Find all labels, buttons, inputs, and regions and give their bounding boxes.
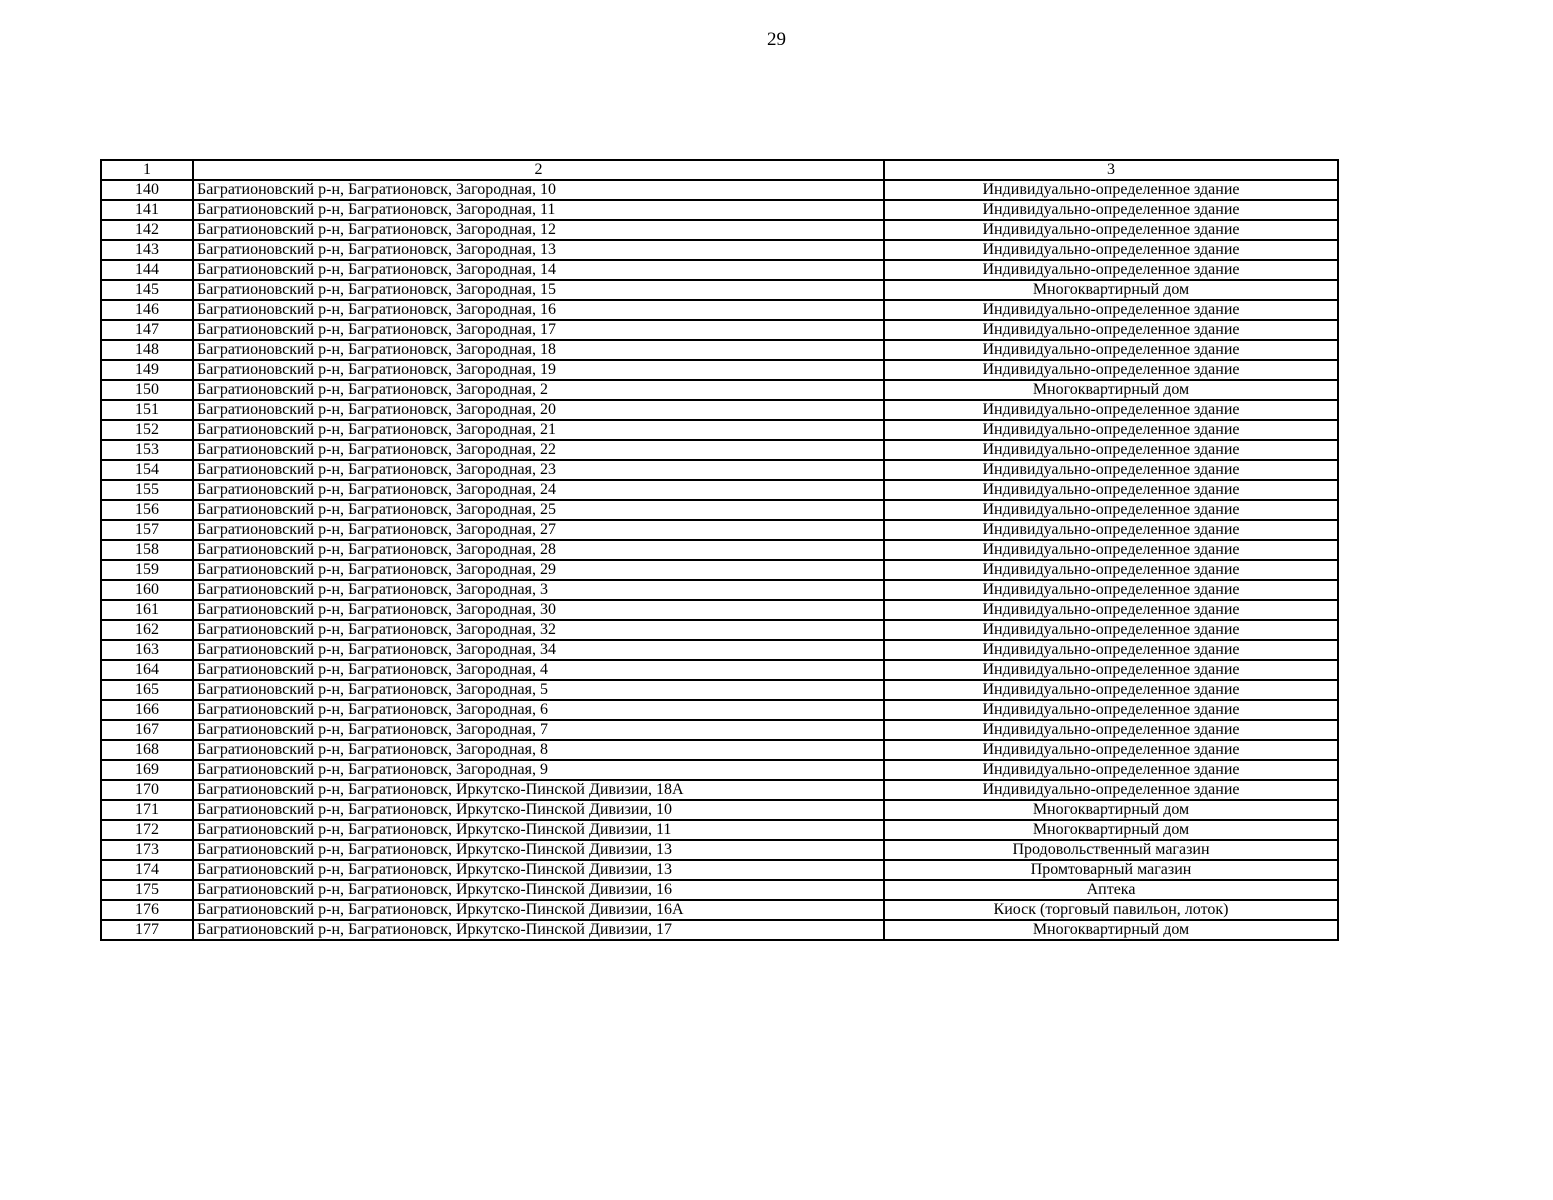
row-object-type: Индивидуально-определенное здание bbox=[884, 540, 1338, 560]
row-number: 176 bbox=[101, 900, 193, 920]
row-address: Багратионовский р-н, Багратионовск, Иркутско-Пинской Дивизии, 16А bbox=[193, 900, 884, 920]
page-number: 29 bbox=[767, 29, 786, 50]
table-row bbox=[101, 820, 1338, 840]
row-number: 143 bbox=[101, 240, 193, 260]
table-row bbox=[101, 600, 1338, 620]
row-number: 155 bbox=[101, 480, 193, 500]
row-number: 175 bbox=[101, 880, 193, 900]
row-number: 163 bbox=[101, 640, 193, 660]
row-address: Багратионовский р-н, Багратионовск, Загородная, 21 bbox=[193, 420, 884, 440]
row-object-type: Индивидуально-определенное здание bbox=[884, 340, 1338, 360]
row-address: Багратионовский р-н, Багратионовск, Загородная, 17 bbox=[193, 320, 884, 340]
row-address: Багратионовский р-н, Багратионовск, Загородная, 6 bbox=[193, 700, 884, 720]
table-row bbox=[101, 580, 1338, 600]
row-number: 174 bbox=[101, 860, 193, 880]
table-row bbox=[101, 760, 1338, 780]
row-object-type: Киоск (торговый павильон, лоток) bbox=[884, 900, 1338, 920]
row-address: Багратионовский р-н, Багратионовск, Загородная, 10 bbox=[193, 180, 884, 200]
address-table bbox=[100, 159, 1339, 941]
row-address: Багратионовский р-н, Багратионовск, Загородная, 28 bbox=[193, 540, 884, 560]
row-object-type: Индивидуально-определенное здание bbox=[884, 680, 1338, 700]
row-number: 165 bbox=[101, 680, 193, 700]
row-object-type: Индивидуально-определенное здание bbox=[884, 200, 1338, 220]
table-row bbox=[101, 880, 1338, 900]
table-row bbox=[101, 900, 1338, 920]
row-object-type: Индивидуально-определенное здание bbox=[884, 500, 1338, 520]
table-row bbox=[101, 540, 1338, 560]
table-row bbox=[101, 720, 1338, 740]
row-address: Багратионовский р-н, Багратионовск, Иркутско-Пинской Дивизии, 17 bbox=[193, 920, 884, 940]
row-address: Багратионовский р-н, Багратионовск, Иркутско-Пинской Дивизии, 11 bbox=[193, 820, 884, 840]
table-row bbox=[101, 520, 1338, 540]
row-number: 172 bbox=[101, 820, 193, 840]
row-number: 159 bbox=[101, 560, 193, 580]
row-number: 177 bbox=[101, 920, 193, 940]
row-object-type: Индивидуально-определенное здание bbox=[884, 180, 1338, 200]
row-object-type: Индивидуально-определенное здание bbox=[884, 260, 1338, 280]
table-row bbox=[101, 240, 1338, 260]
row-object-type: Продовольственный магазин bbox=[884, 840, 1338, 860]
table-row bbox=[101, 320, 1338, 340]
row-object-type: Индивидуально-определенное здание bbox=[884, 220, 1338, 240]
row-object-type: Индивидуально-определенное здание bbox=[884, 740, 1338, 760]
row-number: 164 bbox=[101, 660, 193, 680]
table-row bbox=[101, 920, 1338, 940]
row-object-type: Индивидуально-определенное здание bbox=[884, 240, 1338, 260]
row-number: 154 bbox=[101, 460, 193, 480]
row-address: Багратионовский р-н, Багратионовск, Иркутско-Пинской Дивизии, 18А bbox=[193, 780, 884, 800]
table-row bbox=[101, 340, 1338, 360]
table-row bbox=[101, 860, 1338, 880]
row-address: Багратионовский р-н, Багратионовск, Загородная, 20 bbox=[193, 400, 884, 420]
row-number: 148 bbox=[101, 340, 193, 360]
row-object-type: Многоквартирный дом bbox=[884, 800, 1338, 820]
table-row bbox=[101, 660, 1338, 680]
row-number: 150 bbox=[101, 380, 193, 400]
row-number: 151 bbox=[101, 400, 193, 420]
row-number: 173 bbox=[101, 840, 193, 860]
row-address: Багратионовский р-н, Багратионовск, Загородная, 22 bbox=[193, 440, 884, 460]
table-body bbox=[101, 160, 1338, 940]
row-address: Багратионовский р-н, Багратионовск, Загородная, 5 bbox=[193, 680, 884, 700]
row-object-type: Индивидуально-определенное здание bbox=[884, 660, 1338, 680]
table-row bbox=[101, 420, 1338, 440]
row-address: Багратионовский р-н, Багратионовск, Загородная, 34 bbox=[193, 640, 884, 660]
row-object-type: Индивидуально-определенное здание bbox=[884, 600, 1338, 620]
row-number: 171 bbox=[101, 800, 193, 820]
row-object-type: Индивидуально-определенное здание bbox=[884, 520, 1338, 540]
row-address: Багратионовский р-н, Багратионовск, Загородная, 11 bbox=[193, 200, 884, 220]
row-object-type: Индивидуально-определенное здание bbox=[884, 480, 1338, 500]
row-object-type: Индивидуально-определенное здание bbox=[884, 460, 1338, 480]
row-address: Багратионовский р-н, Багратионовск, Загородная, 7 bbox=[193, 720, 884, 740]
row-address: Багратионовский р-н, Багратионовск, Загородная, 3 bbox=[193, 580, 884, 600]
row-object-type: Индивидуально-определенное здание bbox=[884, 760, 1338, 780]
row-object-type: Многоквартирный дом bbox=[884, 380, 1338, 400]
row-address: Багратионовский р-н, Багратионовск, Иркутско-Пинской Дивизии, 16 bbox=[193, 880, 884, 900]
table-row bbox=[101, 400, 1338, 420]
row-number: 166 bbox=[101, 700, 193, 720]
row-object-type: Индивидуально-определенное здание bbox=[884, 300, 1338, 320]
row-number: 147 bbox=[101, 320, 193, 340]
row-object-type: Индивидуально-определенное здание bbox=[884, 620, 1338, 640]
row-number: 140 bbox=[101, 180, 193, 200]
row-address: Багратионовский р-н, Багратионовск, Загородная, 24 bbox=[193, 480, 884, 500]
row-object-type: Индивидуально-определенное здание bbox=[884, 400, 1338, 420]
table-row bbox=[101, 800, 1338, 820]
row-object-type: Индивидуально-определенное здание bbox=[884, 320, 1338, 340]
row-number: 152 bbox=[101, 420, 193, 440]
row-address: Багратионовский р-н, Багратионовск, Загородная, 27 bbox=[193, 520, 884, 540]
table-row bbox=[101, 620, 1338, 640]
row-number: 161 bbox=[101, 600, 193, 620]
table-row bbox=[101, 640, 1338, 660]
row-address: Багратионовский р-н, Багратионовск, Загородная, 2 bbox=[193, 380, 884, 400]
row-object-type: Промтоварный магазин bbox=[884, 860, 1338, 880]
row-number: 142 bbox=[101, 220, 193, 240]
row-address: Багратионовский р-н, Багратионовск, Загородная, 32 bbox=[193, 620, 884, 640]
row-object-type: Индивидуально-определенное здание bbox=[884, 720, 1338, 740]
row-address: Багратионовский р-н, Багратионовск, Загородная, 23 bbox=[193, 460, 884, 480]
row-number: 145 bbox=[101, 280, 193, 300]
row-address: Багратионовский р-н, Багратионовск, Загородная, 14 bbox=[193, 260, 884, 280]
row-number: 141 bbox=[101, 200, 193, 220]
table-row bbox=[101, 780, 1338, 800]
row-address: Багратионовский р-н, Багратионовск, Загородная, 18 bbox=[193, 340, 884, 360]
row-object-type: Индивидуально-определенное здание bbox=[884, 580, 1338, 600]
row-number: 169 bbox=[101, 760, 193, 780]
table-row bbox=[101, 480, 1338, 500]
table-row bbox=[101, 440, 1338, 460]
row-object-type: Индивидуально-определенное здание bbox=[884, 700, 1338, 720]
row-address: Багратионовский р-н, Багратионовск, Загородная, 4 bbox=[193, 660, 884, 680]
row-number: 156 bbox=[101, 500, 193, 520]
row-number: 149 bbox=[101, 360, 193, 380]
table-row bbox=[101, 560, 1338, 580]
table-header-row bbox=[101, 160, 1338, 180]
row-object-type: Многоквартирный дом bbox=[884, 280, 1338, 300]
table-row bbox=[101, 360, 1338, 380]
table-row bbox=[101, 200, 1338, 220]
table-row bbox=[101, 260, 1338, 280]
row-object-type: Индивидуально-определенное здание bbox=[884, 560, 1338, 580]
table-row bbox=[101, 840, 1338, 860]
table-row bbox=[101, 300, 1338, 320]
row-address: Багратионовский р-н, Багратионовск, Загородная, 30 bbox=[193, 600, 884, 620]
row-number: 146 bbox=[101, 300, 193, 320]
row-object-type: Индивидуально-определенное здание bbox=[884, 640, 1338, 660]
row-number: 170 bbox=[101, 780, 193, 800]
row-address: Багратионовский р-н, Багратионовск, Загородная, 12 bbox=[193, 220, 884, 240]
row-number: 158 bbox=[101, 540, 193, 560]
row-object-type: Многоквартирный дом bbox=[884, 920, 1338, 940]
row-address: Багратионовский р-н, Багратионовск, Иркутско-Пинской Дивизии, 13 bbox=[193, 860, 884, 880]
row-number: 157 bbox=[101, 520, 193, 540]
header-col-2: 2 bbox=[193, 160, 884, 180]
row-number: 144 bbox=[101, 260, 193, 280]
row-address: Багратионовский р-н, Багратионовск, Иркутско-Пинской Дивизии, 10 bbox=[193, 800, 884, 820]
row-address: Багратионовский р-н, Багратионовск, Загородная, 13 bbox=[193, 240, 884, 260]
row-number: 168 bbox=[101, 740, 193, 760]
table-row bbox=[101, 280, 1338, 300]
header-col-1: 1 bbox=[101, 160, 193, 180]
row-address: Багратионовский р-н, Багратионовск, Загородная, 25 bbox=[193, 500, 884, 520]
row-address: Багратионовский р-н, Багратионовск, Загородная, 19 bbox=[193, 360, 884, 380]
row-number: 167 bbox=[101, 720, 193, 740]
row-object-type: Индивидуально-определенное здание bbox=[884, 780, 1338, 800]
row-object-type: Индивидуально-определенное здание bbox=[884, 360, 1338, 380]
row-number: 153 bbox=[101, 440, 193, 460]
table-row bbox=[101, 180, 1338, 200]
table-row bbox=[101, 700, 1338, 720]
row-address: Багратионовский р-н, Багратионовск, Иркутско-Пинской Дивизии, 13 bbox=[193, 840, 884, 860]
table-row bbox=[101, 500, 1338, 520]
row-address: Багратионовский р-н, Багратионовск, Загородная, 8 bbox=[193, 740, 884, 760]
table-row bbox=[101, 460, 1338, 480]
table-row bbox=[101, 740, 1338, 760]
row-object-type: Аптека bbox=[884, 880, 1338, 900]
row-number: 160 bbox=[101, 580, 193, 600]
row-address: Багратионовский р-н, Багратионовск, Загородная, 29 bbox=[193, 560, 884, 580]
row-object-type: Индивидуально-определенное здание bbox=[884, 440, 1338, 460]
row-object-type: Многоквартирный дом bbox=[884, 820, 1338, 840]
row-object-type: Индивидуально-определенное здание bbox=[884, 420, 1338, 440]
row-address: Багратионовский р-н, Багратионовск, Загородная, 9 bbox=[193, 760, 884, 780]
table-row bbox=[101, 380, 1338, 400]
table-row bbox=[101, 220, 1338, 240]
row-number: 162 bbox=[101, 620, 193, 640]
row-address: Багратионовский р-н, Багратионовск, Загородная, 16 bbox=[193, 300, 884, 320]
row-address: Багратионовский р-н, Багратионовск, Загородная, 15 bbox=[193, 280, 884, 300]
table-row bbox=[101, 680, 1338, 700]
header-col-3: 3 bbox=[884, 160, 1338, 180]
